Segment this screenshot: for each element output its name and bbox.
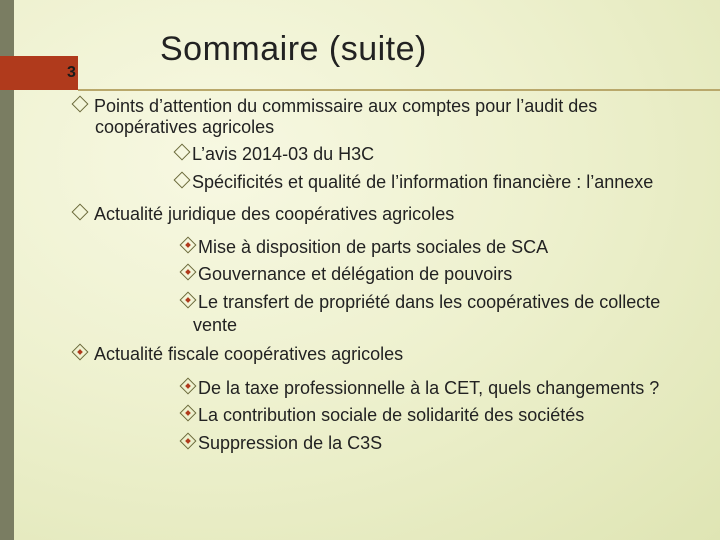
section-3-sub-2: La contribution sociale de solidarité des sociétés [182, 404, 584, 426]
section-2-sub-1: Mise à disposition de parts sociales de SCA [182, 236, 548, 258]
slide-title: Sommaire (suite) [160, 30, 427, 68]
diamond-dot-bullet-icon [180, 405, 197, 422]
slide-number: 3 [0, 56, 78, 90]
section-1-heading [74, 96, 714, 138]
diamond-dot-bullet-icon [180, 292, 197, 309]
section-3-heading: Actualité fiscale coopératives agricoles [74, 344, 403, 365]
diamond-bullet-icon [174, 172, 191, 189]
section-1-sub-1: L’avis 2014-03 du H3C [176, 143, 374, 165]
diamond-dot-bullet-icon [180, 237, 197, 254]
diamond-bullet-icon [72, 204, 89, 221]
diamond-bullet-icon [174, 144, 191, 161]
section-2-sub-2: Gouvernance et délégation de pouvoirs [182, 263, 512, 285]
section-2-sub-3-continued: vente [193, 315, 238, 335]
section-1-line-1: Points d’attention du commissaire aux comptes pour l’audit des [94, 96, 598, 116]
diamond-dot-bullet-icon [180, 378, 197, 395]
section-3-sub-3: Suppression de la C3S [182, 432, 382, 454]
section-3-sub-1: De la taxe professionnelle à la CET, quels changements ? [182, 377, 659, 399]
diamond-dot-bullet-icon [72, 344, 89, 361]
section-1-line-2: coopératives agricoles [95, 117, 275, 137]
section-2-heading: Actualité juridique des coopératives agricoles [74, 204, 454, 225]
section-1-sub-2: Spécificités et qualité de l’information financière : l’annexe [176, 171, 653, 193]
diamond-dot-bullet-icon [180, 433, 197, 450]
diamond-bullet-icon [72, 96, 89, 113]
section-2-sub-3: Le transfert de propriété dans les coopératives de collecte [182, 291, 660, 313]
title-underline [78, 89, 720, 91]
diamond-dot-bullet-icon [180, 264, 197, 281]
